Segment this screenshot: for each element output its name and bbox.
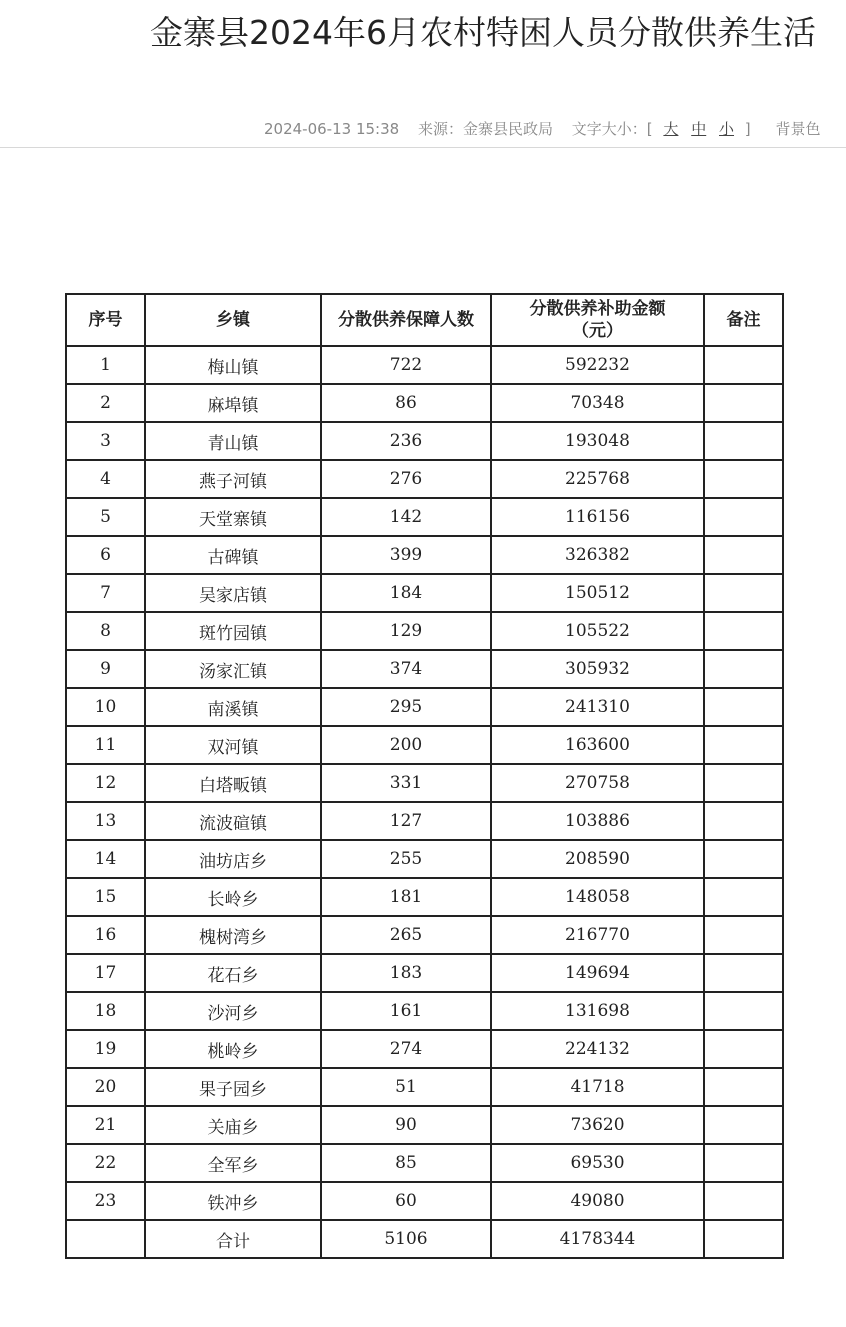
cell-index: 12 — [66, 764, 145, 802]
cell-remarks — [704, 1106, 783, 1144]
cell-remarks — [704, 612, 783, 650]
header-subsidy-amount: 分散供养补助金额（元） — [491, 294, 704, 346]
header-divider — [0, 147, 846, 148]
cell-index: 15 — [66, 878, 145, 916]
cell-index: 13 — [66, 802, 145, 840]
cell-remarks — [704, 1068, 783, 1106]
cell-people-count: 331 — [321, 764, 491, 802]
cell-subsidy-amount: 73620 — [491, 1106, 704, 1144]
table-row — [66, 536, 783, 574]
table-row — [66, 840, 783, 878]
cell-people-count: 255 — [321, 840, 491, 878]
cell-remarks — [704, 422, 783, 460]
cell-people-count: 399 — [321, 536, 491, 574]
cell-remarks — [704, 954, 783, 992]
cell-people-count: 161 — [321, 992, 491, 1030]
cell-people-count: 60 — [321, 1182, 491, 1220]
table-row — [66, 878, 783, 916]
cell-remarks — [704, 536, 783, 574]
cell-subsidy-amount: 49080 — [491, 1182, 704, 1220]
cell-index: 4 — [66, 460, 145, 498]
cell-subsidy-amount: 305932 — [491, 650, 704, 688]
cell-town: 槐树湾乡 — [145, 916, 321, 954]
cell-remarks — [704, 878, 783, 916]
cell-subsidy-amount: 148058 — [491, 878, 704, 916]
cell-subsidy-amount: 103886 — [491, 802, 704, 840]
cell-people-count: 274 — [321, 1030, 491, 1068]
cell-remarks — [704, 916, 783, 954]
cell-town: 南溪镇 — [145, 688, 321, 726]
cell-index: 9 — [66, 650, 145, 688]
cell-remarks — [704, 802, 783, 840]
cell-town: 汤家汇镇 — [145, 650, 321, 688]
cell-town: 桃岭乡 — [145, 1030, 321, 1068]
cell-people-count: 200 — [321, 726, 491, 764]
cell-remarks — [704, 1220, 783, 1258]
cell-town: 天堂寨镇 — [145, 498, 321, 536]
cell-town: 关庙乡 — [145, 1106, 321, 1144]
table-row — [66, 498, 783, 536]
table-row — [66, 1068, 783, 1106]
cell-remarks — [704, 574, 783, 612]
cell-people-count: 183 — [321, 954, 491, 992]
cell-people-count: 129 — [321, 612, 491, 650]
article-meta — [264, 118, 834, 140]
cell-remarks — [704, 1144, 783, 1182]
cell-index: 2 — [66, 384, 145, 422]
article-source: 来源：金寨县民政局 — [417, 120, 553, 138]
cell-people-count: 181 — [321, 878, 491, 916]
bracket-close: ] — [744, 120, 751, 138]
cell-index: 19 — [66, 1030, 145, 1068]
table-row — [66, 346, 783, 384]
cell-subsidy-amount: 241310 — [491, 688, 704, 726]
cell-remarks — [704, 460, 783, 498]
cell-people-count: 90 — [321, 1106, 491, 1144]
cell-index: 7 — [66, 574, 145, 612]
cell-town: 吴家店镇 — [145, 574, 321, 612]
table-row — [66, 764, 783, 802]
cell-subsidy-amount: 131698 — [491, 992, 704, 1030]
cell-town: 白塔畈镇 — [145, 764, 321, 802]
table-row — [66, 422, 783, 460]
cell-subsidy-amount: 149694 — [491, 954, 704, 992]
cell-town: 油坊店乡 — [145, 840, 321, 878]
cell-index: 3 — [66, 422, 145, 460]
cell-subsidy-amount: 163600 — [491, 726, 704, 764]
table-row — [66, 574, 783, 612]
cell-town: 斑竹园镇 — [145, 612, 321, 650]
subsidy-table — [65, 293, 784, 1259]
table-row — [66, 802, 783, 840]
cell-people-count: 374 — [321, 650, 491, 688]
cell-subsidy-amount: 116156 — [491, 498, 704, 536]
cell-index: 21 — [66, 1106, 145, 1144]
bracket-open: [ — [646, 120, 653, 138]
publish-datetime: 2024-06-13 15:38 — [264, 120, 400, 138]
cell-town: 古碑镇 — [145, 536, 321, 574]
table-row — [66, 1106, 783, 1144]
cell-subsidy-amount: 208590 — [491, 840, 704, 878]
cell-index: 18 — [66, 992, 145, 1030]
cell-index: 1 — [66, 346, 145, 384]
cell-subsidy-amount: 326382 — [491, 536, 704, 574]
table-row — [66, 1182, 783, 1220]
table-row — [66, 992, 783, 1030]
cell-remarks — [704, 384, 783, 422]
table-row — [66, 384, 783, 422]
cell-remarks — [704, 992, 783, 1030]
cell-people-count: 184 — [321, 574, 491, 612]
cell-remarks — [704, 650, 783, 688]
cell-index: 23 — [66, 1182, 145, 1220]
cell-remarks — [704, 1182, 783, 1220]
cell-index — [66, 1220, 145, 1258]
cell-remarks — [704, 498, 783, 536]
cell-people-count: 142 — [321, 498, 491, 536]
cell-town: 沙河乡 — [145, 992, 321, 1030]
cell-remarks — [704, 764, 783, 802]
font-size-control — [572, 120, 756, 138]
cell-remarks — [704, 840, 783, 878]
cell-remarks — [704, 346, 783, 384]
page-title: 金寨县2024年6月农村特困人员分散供养生活 — [150, 13, 816, 52]
table-row — [66, 954, 783, 992]
cell-people-count: 5106 — [321, 1220, 491, 1258]
table-row — [66, 460, 783, 498]
cell-town: 梅山镇 — [145, 346, 321, 384]
table-total-row — [66, 1220, 783, 1258]
cell-town: 流波碹镇 — [145, 802, 321, 840]
cell-remarks — [704, 1030, 783, 1068]
cell-subsidy-amount: 225768 — [491, 460, 704, 498]
cell-people-count: 236 — [321, 422, 491, 460]
cell-index: 16 — [66, 916, 145, 954]
cell-index: 6 — [66, 536, 145, 574]
header-remarks: 备注 — [704, 294, 783, 346]
cell-people-count: 722 — [321, 346, 491, 384]
cell-index: 11 — [66, 726, 145, 764]
cell-subsidy-amount: 41718 — [491, 1068, 704, 1106]
header-index: 序号 — [66, 294, 145, 346]
cell-remarks — [704, 688, 783, 726]
table-row — [66, 650, 783, 688]
table-row — [66, 916, 783, 954]
cell-town: 燕子河镇 — [145, 460, 321, 498]
cell-subsidy-amount: 105522 — [491, 612, 704, 650]
cell-subsidy-amount: 270758 — [491, 764, 704, 802]
cell-people-count: 295 — [321, 688, 491, 726]
cell-town: 双河镇 — [145, 726, 321, 764]
cell-town: 铁冲乡 — [145, 1182, 321, 1220]
font-size-small-button[interactable]: 小 — [719, 120, 735, 138]
cell-subsidy-amount: 69530 — [491, 1144, 704, 1182]
cell-town: 全军乡 — [145, 1144, 321, 1182]
table-row — [66, 1030, 783, 1068]
cell-remarks — [704, 726, 783, 764]
cell-people-count: 276 — [321, 460, 491, 498]
cell-town: 合计 — [145, 1220, 321, 1258]
cell-subsidy-amount: 224132 — [491, 1030, 704, 1068]
cell-people-count: 265 — [321, 916, 491, 954]
cell-subsidy-amount: 193048 — [491, 422, 704, 460]
cell-index: 20 — [66, 1068, 145, 1106]
table-row — [66, 612, 783, 650]
cell-town: 果子园乡 — [145, 1068, 321, 1106]
cell-people-count: 85 — [321, 1144, 491, 1182]
cell-subsidy-amount: 150512 — [491, 574, 704, 612]
table-row — [66, 1144, 783, 1182]
header-people-count: 分散供养保障人数 — [321, 294, 491, 346]
font-size-large-button[interactable]: 大 — [663, 120, 679, 138]
header-town: 乡镇 — [145, 294, 321, 346]
cell-index: 5 — [66, 498, 145, 536]
cell-index: 17 — [66, 954, 145, 992]
cell-people-count: 51 — [321, 1068, 491, 1106]
table-header-row — [66, 294, 783, 346]
cell-town: 青山镇 — [145, 422, 321, 460]
cell-index: 22 — [66, 1144, 145, 1182]
cell-town: 麻埠镇 — [145, 384, 321, 422]
cell-subsidy-amount: 4178344 — [491, 1220, 704, 1258]
cell-people-count: 86 — [321, 384, 491, 422]
background-color-label[interactable]: 背景色 — [775, 120, 821, 138]
cell-index: 14 — [66, 840, 145, 878]
cell-index: 8 — [66, 612, 145, 650]
table-row — [66, 726, 783, 764]
cell-town: 长岭乡 — [145, 878, 321, 916]
cell-index: 10 — [66, 688, 145, 726]
font-size-label: 文字大小： — [571, 120, 647, 138]
cell-subsidy-amount: 592232 — [491, 346, 704, 384]
font-size-medium-button[interactable]: 中 — [691, 120, 707, 138]
cell-people-count: 127 — [321, 802, 491, 840]
cell-subsidy-amount: 70348 — [491, 384, 704, 422]
table-row — [66, 688, 783, 726]
cell-town: 花石乡 — [145, 954, 321, 992]
cell-subsidy-amount: 216770 — [491, 916, 704, 954]
